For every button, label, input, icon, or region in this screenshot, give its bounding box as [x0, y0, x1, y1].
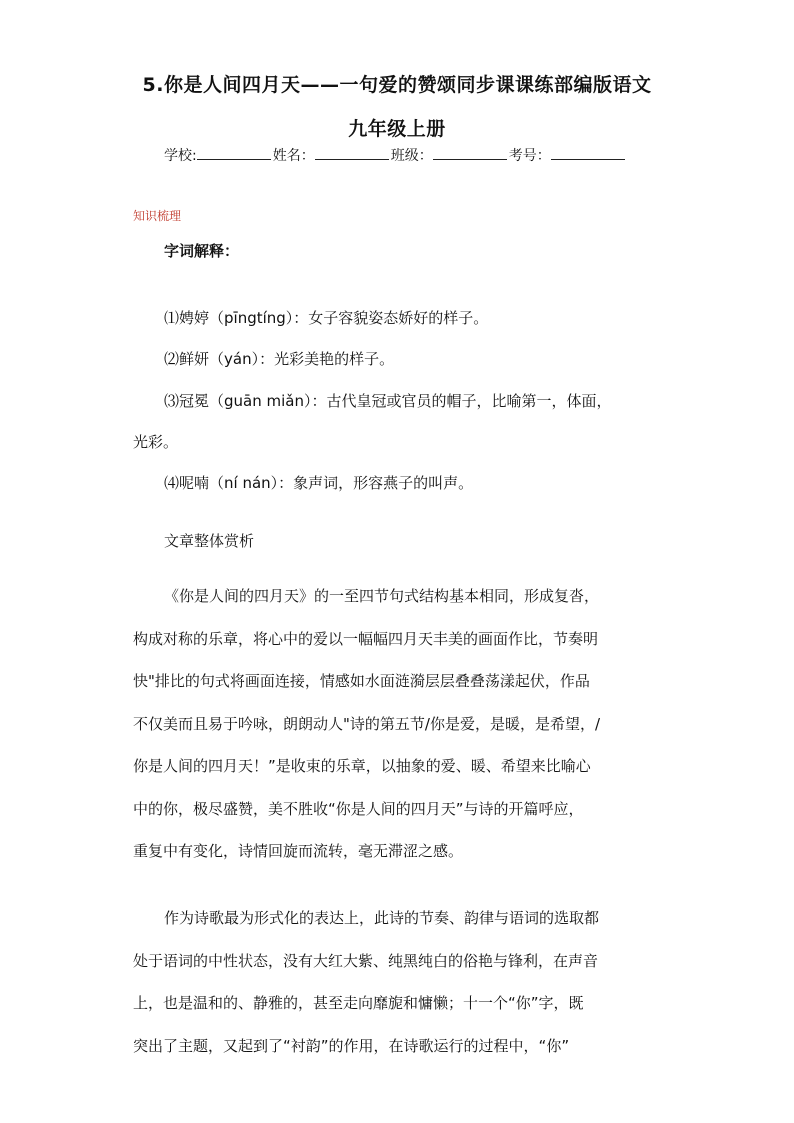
vocab-item-2: ⑵鲜妍（yán）：光彩美艳的样子。	[164, 350, 395, 368]
paragraph-line: 快"排比的句式将画面连接，情感如水面涟漪层层叠叠荡漾起伏，作品	[133, 672, 590, 690]
section-label: 知识梳理	[133, 209, 182, 223]
paragraph-line: 中的你，极尽盛赞，美不胜收“你是人间的四月天”与诗的开篇呼应，	[133, 799, 584, 818]
paragraph-line: 构成对称的乐章，将心中的爱以一幅幅四月天丰美的画面作比，节奏明	[133, 629, 599, 648]
number-blank[interactable]	[551, 146, 625, 160]
paragraph-line: 你是人间的四月天！”是收束的乐章，以抽象的爱、暖、希望来比喻心	[133, 757, 591, 775]
vocab-item-4: ⑷呢喃（ní nán）：象声词，形容燕子的叫声。	[164, 474, 474, 492]
paragraph-line: 上，也是温和的、静雅的，甚至走向靡旎和慵懒；十一个“你”字，既	[133, 994, 584, 1012]
appreciation-paragraph-1	[133, 575, 673, 873]
appreciation-paragraph-2	[133, 897, 673, 1067]
paragraph-line: 重复中有变化，诗情回旋而流转，毫无滞涩之感。	[133, 842, 464, 860]
number-label: 考号：	[508, 148, 551, 164]
vocab-item-3: ⑶冠冕（guān miǎn）：古代皇冠或官员的帽子，比喻第一，体面，	[164, 392, 612, 410]
vocab-item-1: ⑴娉婷（pīngtíng）：女子容貌姿态娇好的样子。	[164, 309, 489, 327]
paragraph-line: 不仅美而且易于吟咏，朗朗动人"诗的第五节/你是爱，是暖，是希望，/	[133, 714, 601, 733]
school-blank[interactable]	[197, 146, 271, 160]
class-label: 班级：	[390, 148, 433, 164]
name-blank[interactable]	[315, 146, 389, 160]
vocab-heading: 字词解释：	[164, 242, 240, 260]
document-subtitle: 九年级上册	[348, 118, 446, 140]
paragraph-line: 处于语词的中性状态，没有大红大紫、纯黑纯白的俗艳与锋利，在声音	[133, 951, 599, 970]
appreciation-heading: 文章整体赏析	[164, 532, 255, 550]
paragraph-line: 《你是人间的四月天》的一至四节句式结构基本相同，形成复沓，	[164, 587, 600, 605]
class-blank[interactable]	[433, 146, 507, 160]
name-label: 姓名：	[272, 148, 315, 164]
student-info-row	[164, 145, 627, 165]
school-label: 学校:	[164, 148, 197, 164]
paragraph-line: 作为诗歌最为形式化的表达上，此诗的节奏、韵律与语词的选取都	[164, 909, 600, 927]
paragraph-line: 突出了主题，又起到了“衬韵”的作用，在诗歌运行的过程中，“你”	[133, 1036, 570, 1055]
vocab-item-3-continued: 光彩。	[133, 433, 179, 451]
document-title: 5.你是人间四月天——一句爱的赞颂同步课课练部编版语文	[142, 74, 652, 96]
